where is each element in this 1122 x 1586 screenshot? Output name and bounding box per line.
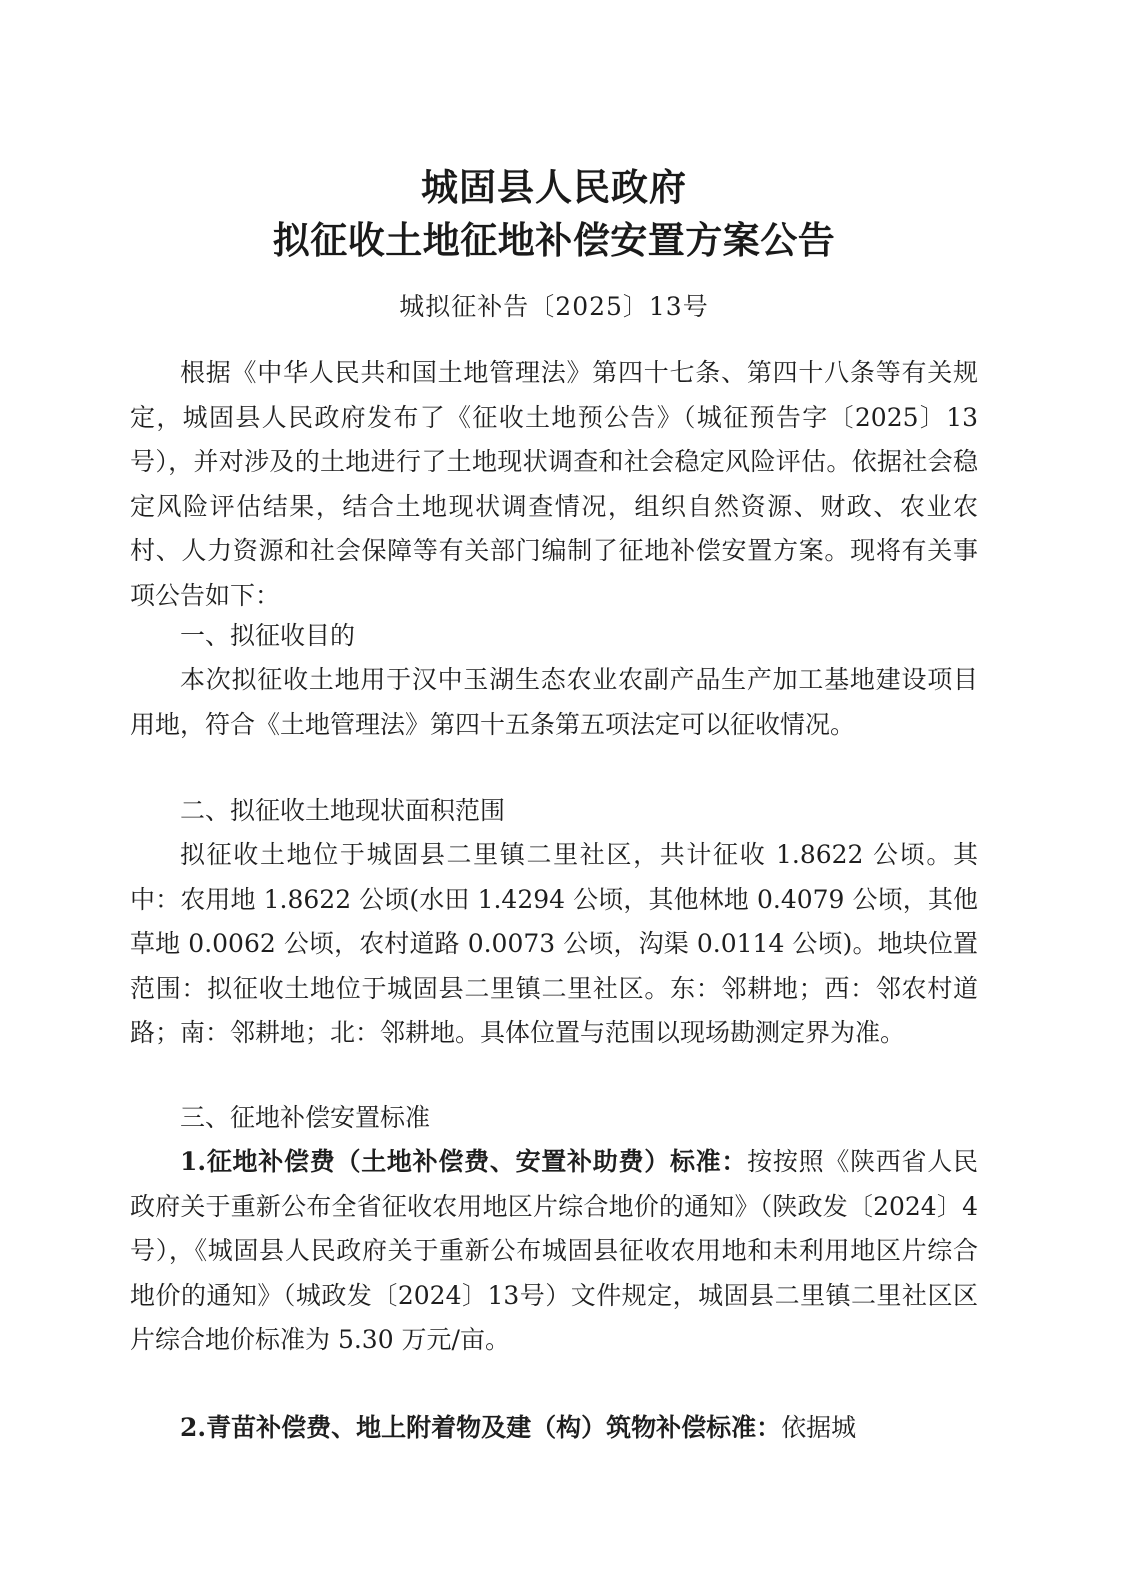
intro-paragraph: 根据《中华人民共和国土地管理法》第四十七条、第四十八条等有关规定，城固县人民政府发布了《征收土地预公告》（城征预告字〔2025〕13号），并对涉及的土地进行了土地现状调查和社会稳定风险评估。依据社会稳定风险评估结果，结合土地现状调查情况，组织自然资源、财政、农业农村、人力资源和社会保障等有关部门编制了征地补偿安置方案。现将有关事项公告如下： (130, 358, 978, 610)
section1-heading: 一、拟征收目的 (180, 621, 356, 650)
document-number: 城拟征补告〔2025〕13号 (399, 292, 709, 321)
item1-title: 1.征地补偿费（土地补偿费、安置补助费）标准： (180, 1147, 748, 1176)
document-title-line1: 城固县人民政府 (421, 166, 687, 209)
section1-paragraph: 本次拟征收土地用于汉中玉湖生态农业农副产品生产加工基地建设项目用地，符合《土地管理法》第四十五条第五项法定可以征收情况。 (130, 665, 978, 739)
item2-body: 依据城 (781, 1413, 857, 1442)
section3-heading: 三、征地补偿安置标准 (180, 1103, 431, 1132)
item1-body: 按按照《陕西省人民政府关于重新公布全省征收农用地区片综合地价的通知》（陕政发〔2024〕4号），《城固县人民政府关于重新公布城固县征收农用地和未利用地区片综合地价的通知》（城政发〔2024〕13号）文件规定，城固县二里镇二里社区区片综合地价标准为 5.30 万元/亩。 (130, 1147, 978, 1355)
item2-title: 2.青苗补偿费、地上附着物及建（构）筑物补偿标准： (180, 1413, 782, 1442)
item2-paragraph (130, 1406, 978, 1451)
document-page (130, 0, 978, 1586)
item1-paragraph (130, 1140, 978, 1363)
document-title-line2: 拟征收土地征地补偿安置方案公告 (272, 219, 836, 262)
section2-paragraph: 拟征收土地位于城固县二里镇二里社区，共计征收 1.8622 公顷。其中：农用地 1.8622 公顷(水田 1.4294 公顷，其他林地 0.4079 公顷，其他草地 0.0062 公顷，农村道路 0.0073 公顷，沟渠 0.0114 公顷)。地块位置范围：拟征收土地位于城固县二里镇二里社区。东：邻耕地；西：邻农村道路；南：邻耕地；北：邻耕地。具体位置与范围以现场勘测定界为准。 (130, 840, 978, 1048)
section2-heading: 二、拟征收土地现状面积范围 (180, 796, 506, 825)
